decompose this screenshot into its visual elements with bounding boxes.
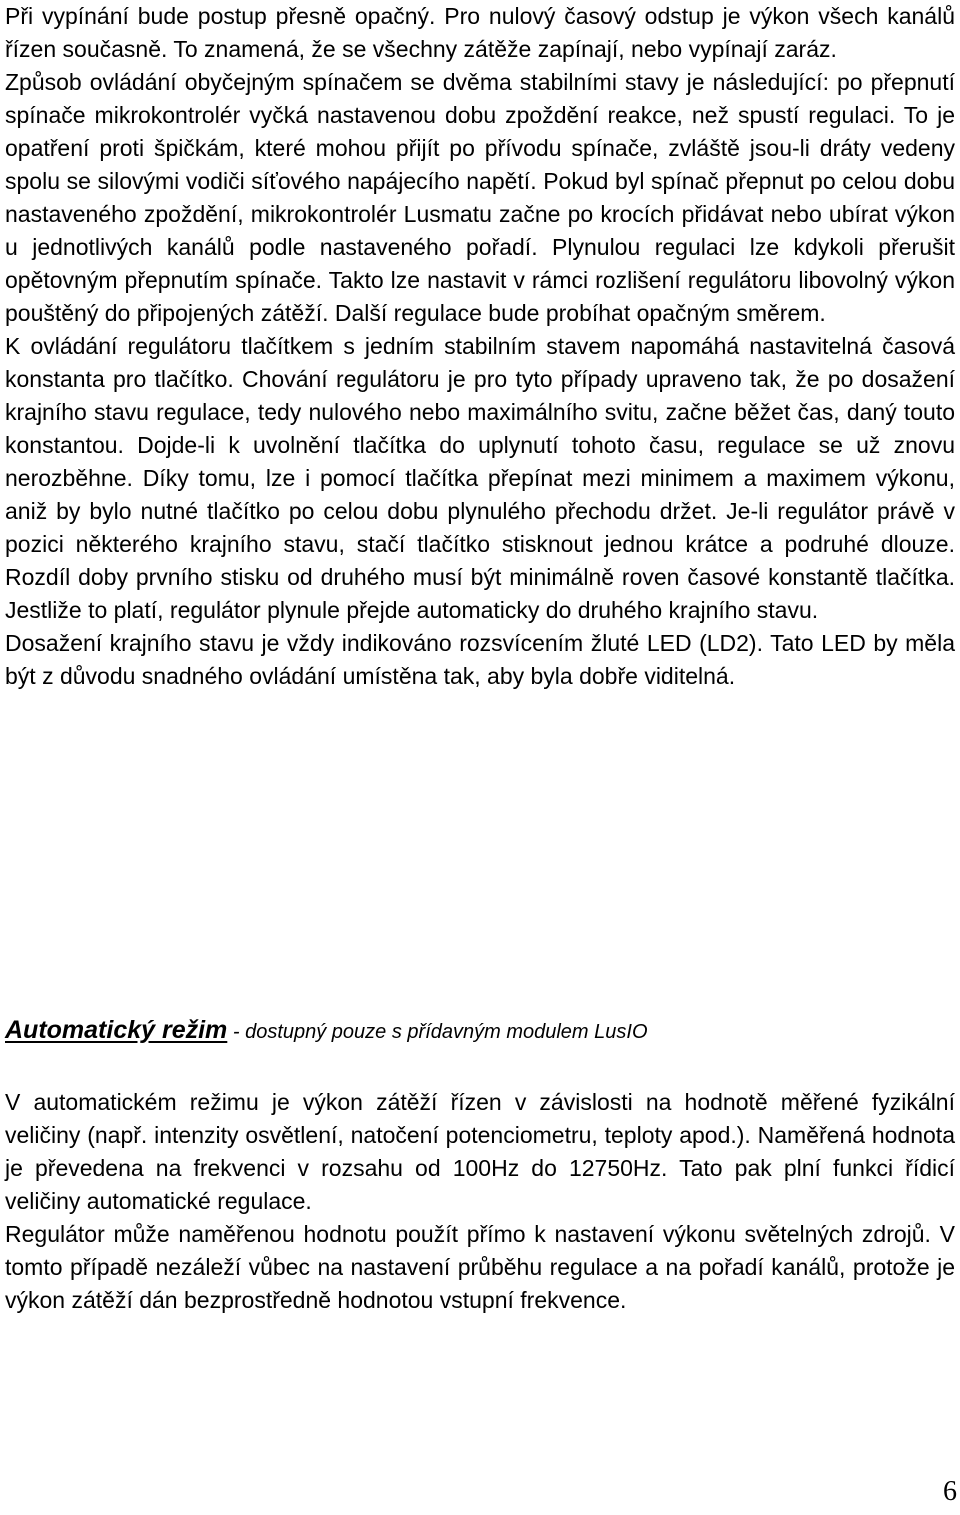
paragraph-switch-off: Při vypínání bude postup přesně opačný. Pro nulový časový odstup je výkon všech kanálů řízen současně. To znamená, že se všechny zátěže zapínají, nebo vypínají zaráz. [5,3,955,62]
paragraph-led-indication: Dosažení krajního stavu je vždy indikováno rozsvícením žluté LED (LD2). Tato LED by měla být z důvodu snadného ovládání umístěna tak, aby byla dobře viditelná. [5,630,955,689]
page-body-bottom [5,1086,955,1317]
section-heading [5,1012,955,1052]
paragraph-direct-use: Regulátor může naměřenou hodnotu použít přímo k nastavení výkonu světelných zdrojů. V tomto případě nezáleží vůbec na nastavení průběhu regulace a na pořadí kanálů, protože je výkon zátěží dán bezprostředně hodnotou vstupní frekvence. [5,1221,955,1313]
section-subtitle: - dostupný pouze s přídavným modulem LusIO [227,1021,648,1043]
paragraph-button-control: K ovládání regulátoru tlačítkem s jedním stabilním stavem napomáhá nastavitelná časová konstanta pro tlačítko. Chování regulátoru je pro tyto případy upraveno tak, že po dosažení krajního stavu regulace, tedy nulového nebo maximálního svitu, začne běžet čas, daný touto konstantou. Dojde-li k uvolnění tlačítka do uplynutí tohoto času, regulace se už znovu nerozběhne. Díky tomu, lze i pomocí tlačítka přepínat mezi minimem a maximem výkonu, aniž by bylo nutné tlačítko po celou dobu plynulého přechodu držet. Je-li regulátor právě v pozici některého krajního stavu, stačí tlačítko stisknout jednou krátce a podruhé dlouze. Rozdíl doby prvního stisku od druhého musí být minimálně roven časové konstantě tlačítka. Jestliže to platí, regulátor plynule přejde automaticky do druhého krajního stavu. [5,333,955,623]
page-body-top [5,0,955,693]
section-title: Automatický režim [5,1016,228,1044]
page-number: 6 [943,1476,957,1507]
paragraph-switch-control: Způsob ovládání obyčejným spínačem se dvěma stabilními stavy je následující: po přepnutí spínače mikrokontrolér vyčká nastavenou dobu zpoždění reakce, než spustí regulaci. To je opatření proti špičkám, které mohou přijít po přívodu spínače, zvláště jsou-li dráty vedeny spolu se silovými vodiči síťového napájecího napětí. Pokud byl spínač přepnut po celou dobu nastaveného zpoždění, mikrokontrolér Lusmatu začne po krocích přidávat nebo ubírat výkon u jednotlivých kanálů podle nastaveného pořadí. Plynulou regulaci lze kdykoli přerušit opětovným přepnutím spínače. Takto lze nastavit v rámci rozlišení regulátoru libovolný výkon pouštěný do připojených zátěží. Další regulace bude probíhat opačným směrem. [5,69,955,326]
paragraph-automatic-mode: V automatickém režimu je výkon zátěží řízen v závislosti na hodnotě měřené fyzikální veličiny (např. intenzity osvětlení, natočení potenciometru, teploty apod.). Naměřená hodnota je převedena na frekvenci v rozsahu od 100Hz do 12750Hz. Tato pak plní funkci řídicí veličiny automatické regulace. [5,1089,955,1214]
